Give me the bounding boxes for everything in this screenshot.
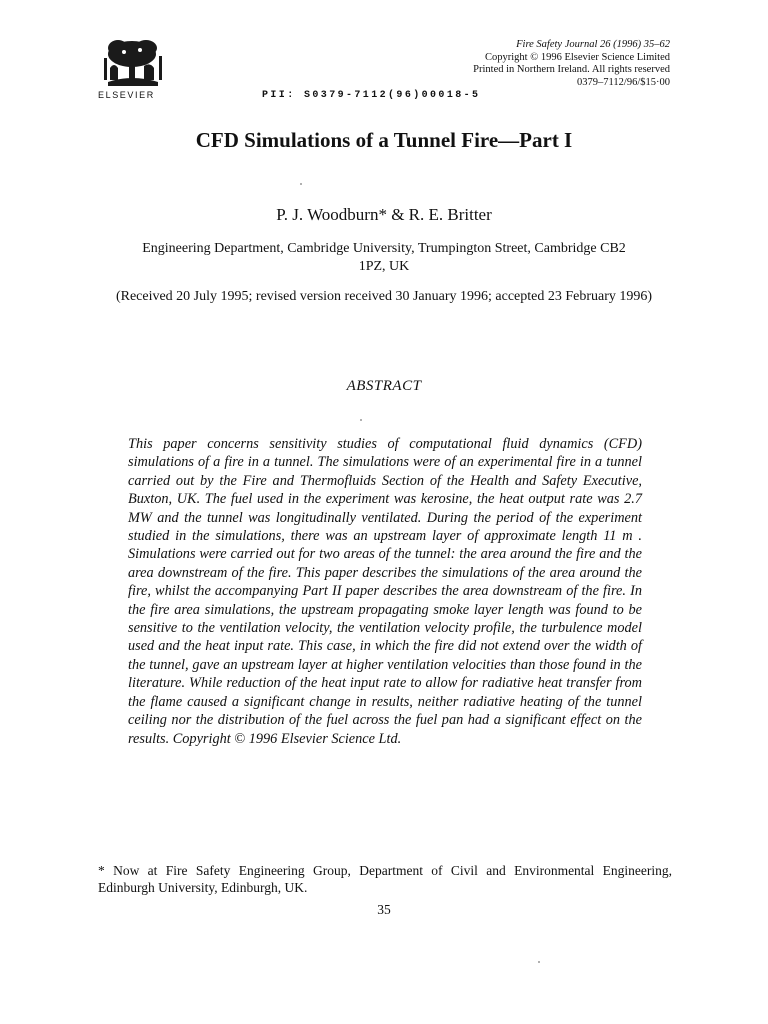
publisher-name: ELSEVIER (98, 90, 155, 100)
received-dates: (Received 20 July 1995; revised version received 30 January 1996; accepted 23 February 1996) (115, 289, 653, 304)
pii-identifier: PII: S0379-7112(96)00018-5 (262, 90, 481, 101)
abstract-heading: ABSTRACT (346, 378, 422, 394)
publisher-logo (98, 38, 172, 100)
abstract-text: This paper concerns sensitivity studies of computational fluid dynamics (CFD) simulations of a fire in a tunnel. The simulations were of an experimental fire in a tunnel carried out by the Fire and Thermofluids Section of the Health and Safety Executive, Buxton, UK. The fuel used in the experiment was kerosine, the heat output rate was 2.7 MW and the tunnel was longitudinally ventilated. During the period of the experiment studied in the simulations, there was an upstream layer of approximate length 11 m . Simulations were carried out for two areas of the tunnel: the area around the fire and the area downstream of the fire. This paper describes the simulations of the area around the fire, whilst the accompanying Part II paper describes the area downstream of the fire. In the fire area simulations, the upstream propagating smoke layer length was found to be sensitive to the ventilation velocity, the ventilation velocity profile, the turbulence model used and the heat input rate. This case, in which the fire did not extend over the width of the tunnel, gave an upstream layer at higher ventilation velocities than those found in the literature. While reduction of the heat input rate to allow for radiative heat transfer from the flame caused a significant change in results, neither radiative heating of the tunnel ceiling nor the distribution of the fuel across the fuel pan had a significant effect on the results. Copyright © 1996 Elsevier Science Ltd. (128, 436, 642, 747)
page-number: 35 (377, 902, 391, 917)
printed-line: Printed in Northern Ireland. All rights reserved (473, 64, 670, 75)
paper-title: CFD Simulations of a Tunnel Fire—Part I (195, 128, 573, 152)
elsevier-tree-icon (102, 38, 164, 88)
journal-citation (350, 39, 670, 89)
authors: P. J. Woodburn* & R. E. Britter (276, 205, 492, 224)
issn-line: 0379–7112/96/$15·00 (577, 76, 670, 88)
copyright-line: Copyright © 1996 Elsevier Science Limited (485, 51, 670, 63)
journal-reference: Fire Safety Journal 26 (1996) 35–62 (516, 39, 670, 50)
author-footnote: * Now at Fire Safety Engineering Group, Department of Civil and Environmental Engineering, Edinburgh University, Edinburgh, UK. (98, 863, 672, 895)
affiliation: Engineering Department, Cambridge University, Trumpington Street, Cambridge CB2 1PZ, UK (142, 241, 626, 274)
